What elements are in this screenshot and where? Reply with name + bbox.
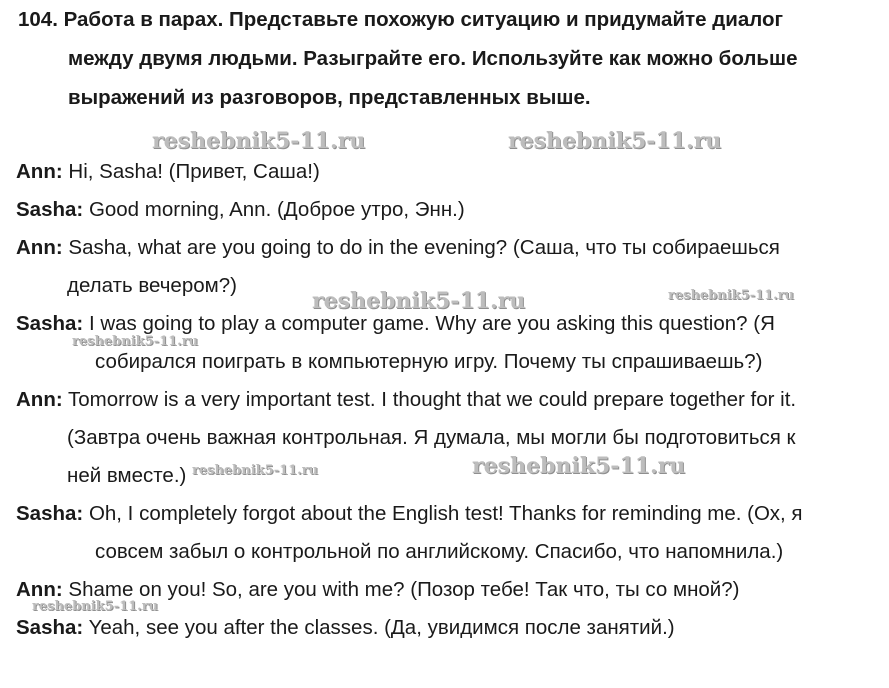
watermark: reshebnik5-11.ru bbox=[508, 128, 722, 154]
dialogue-line bbox=[16, 502, 802, 526]
watermark: reshebnik5-11.ru bbox=[312, 288, 526, 314]
dialogue-line bbox=[16, 578, 739, 602]
task-heading-line-1 bbox=[18, 8, 783, 32]
task-number: 104. bbox=[18, 8, 58, 31]
task-text-1: Работа в парах. Представьте похожую ситуацию и придумайте диалог bbox=[63, 8, 784, 31]
speech-continuation: (Завтра очень важная контрольная. Я думала, мы могли бы подготовиться к bbox=[67, 426, 796, 449]
watermark: reshebnik5-11.ru bbox=[668, 288, 795, 303]
speech-text: Yeah, see you after the classes. (Да, увидимся после занятий.) bbox=[88, 616, 675, 639]
speech-continuation: совсем забыл о контрольной по английскому. Спасибо, что напомнила.) bbox=[95, 540, 784, 563]
watermark: reshebnik5-11.ru bbox=[32, 599, 159, 614]
speaker-name: Ann: bbox=[16, 388, 63, 411]
speaker-name: Sasha: bbox=[16, 616, 84, 639]
speaker-name: Ann: bbox=[16, 160, 63, 183]
speaker-name: Sasha: bbox=[16, 502, 84, 525]
speech-continuation: собирался поиграть в компьютерную игру. Почему ты спрашиваешь?) bbox=[95, 350, 763, 373]
watermark: reshebnik5-11.ru bbox=[152, 128, 366, 154]
watermark: reshebnik5-11.ru bbox=[472, 453, 686, 479]
speech-text: Shame on you! So, are you with me? (Позор тебе! Так что, ты со мной?) bbox=[68, 578, 740, 601]
speech-continuation: ней вместе.) bbox=[67, 464, 187, 487]
speaker-name: Ann: bbox=[16, 578, 63, 601]
task-heading-line-2: между двумя людьми. Разыграйте его. Используйте как можно больше bbox=[68, 47, 798, 70]
dialogue-line bbox=[16, 388, 796, 412]
speech-text: Hi, Sasha! (Привет, Саша!) bbox=[68, 160, 320, 183]
speech-text: Sasha, what are you going to do in the evening? (Саша, что ты собираешься bbox=[68, 236, 780, 259]
task-heading-line-3: выражений из разговоров, представленных выше. bbox=[68, 86, 591, 109]
speaker-name: Ann: bbox=[16, 236, 63, 259]
speech-text: Good morning, Ann. (Доброе утро, Энн.) bbox=[88, 198, 465, 221]
dialogue-line bbox=[16, 198, 465, 222]
speech-text: Tomorrow is a very important test. I thought that we could prepare together for it. bbox=[68, 388, 797, 411]
speech-continuation: делать вечером?) bbox=[67, 274, 237, 297]
speaker-name: Sasha: bbox=[16, 198, 84, 221]
watermark: reshebnik5-11.ru bbox=[72, 334, 199, 349]
dialogue-line bbox=[16, 616, 675, 640]
watermark: reshebnik5-11.ru bbox=[192, 463, 319, 478]
speech-text: Oh, I completely forgot about the English test! Thanks for reminding me. (Ох, я bbox=[88, 502, 803, 525]
dialogue-line bbox=[16, 312, 775, 336]
speaker-name: Sasha: bbox=[16, 312, 84, 335]
speech-text: I was going to play a computer game. Why are you asking this question? (Я bbox=[88, 312, 775, 335]
dialogue-line bbox=[16, 236, 780, 260]
dialogue-line bbox=[16, 160, 320, 184]
